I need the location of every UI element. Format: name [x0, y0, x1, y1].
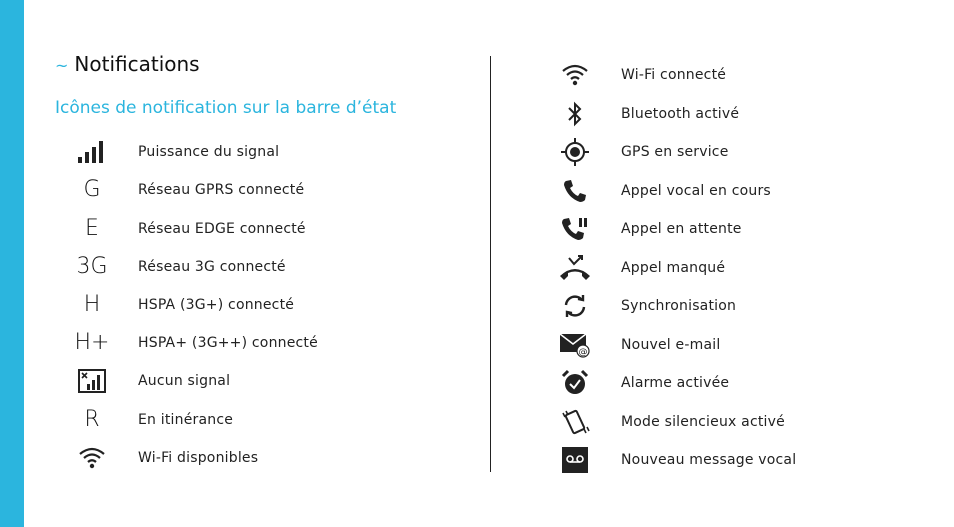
list-item-label: Réseau EDGE connecté	[138, 221, 306, 237]
list-item	[545, 60, 726, 90]
list-item	[545, 176, 771, 206]
new-email-icon	[545, 330, 605, 360]
list-item	[545, 291, 736, 321]
list-item-label: Synchronisation	[621, 298, 737, 314]
list-item-label: Nouvel e-mail	[621, 337, 721, 353]
list-item	[545, 330, 720, 360]
list-item-label: Wi-Fi connecté	[621, 67, 727, 83]
list-item	[545, 253, 725, 283]
silent-mode-icon	[545, 407, 605, 437]
hspa-icon: H	[83, 292, 101, 317]
list-item	[62, 175, 304, 205]
list-item	[62, 137, 279, 167]
list-item-label: Nouveau message vocal	[621, 452, 797, 468]
3g-icon: 3G	[76, 254, 108, 279]
list-item-label: Mode silencieux activé	[621, 414, 785, 430]
list-item-label: HSPA+ (3G++) connecté	[138, 335, 318, 351]
title-prefix: ~	[55, 56, 69, 75]
page-title	[55, 52, 200, 76]
list-item	[62, 290, 294, 320]
list-item	[62, 214, 306, 244]
wifi-available-icon	[62, 443, 122, 473]
bluetooth-icon	[545, 99, 605, 129]
svg-text:@: @	[578, 347, 588, 358]
list-item	[545, 407, 785, 437]
gprs-icon: G	[83, 177, 101, 202]
roaming-icon: R	[84, 407, 100, 432]
list-item-label: Appel vocal en cours	[621, 183, 771, 199]
list-item-label: Alarme activée	[621, 375, 730, 391]
list-item-label: Puissance du signal	[138, 144, 280, 160]
list-item	[545, 99, 739, 129]
phone-call-icon	[545, 176, 605, 206]
column-divider	[490, 56, 491, 472]
voicemail-icon	[545, 445, 605, 475]
call-hold-icon	[545, 214, 605, 244]
no-signal-icon	[62, 366, 122, 396]
list-item	[62, 443, 258, 473]
missed-call-icon	[545, 253, 605, 283]
list-item-label: Aucun signal	[138, 373, 231, 389]
title-text: Notifications	[74, 52, 200, 76]
list-item-label: Réseau GPRS connecté	[138, 182, 305, 198]
list-item	[545, 368, 729, 398]
list-item-label: HSPA (3G+) connecté	[138, 297, 295, 313]
sync-icon	[545, 291, 605, 321]
list-item-label: GPS en service	[621, 144, 729, 160]
list-item-label: Appel en attente	[621, 221, 742, 237]
accent-bar	[0, 0, 24, 527]
hspa-plus-icon: H+	[74, 330, 110, 355]
list-item	[62, 328, 318, 358]
section-subtitle: Icônes de notification sur la barre d’état	[55, 98, 397, 118]
signal-strength-icon	[62, 137, 122, 167]
list-item-label: Appel manqué	[621, 260, 726, 276]
list-item-label: Bluetooth activé	[621, 106, 740, 122]
list-item	[62, 405, 233, 435]
edge-icon: E	[85, 216, 99, 241]
alarm-icon	[545, 368, 605, 398]
list-item	[545, 445, 796, 475]
list-item	[545, 137, 729, 167]
list-item	[62, 252, 286, 282]
list-item-label: En itinérance	[138, 412, 234, 428]
list-item-label: Wi-Fi disponibles	[138, 450, 259, 466]
list-item	[62, 366, 230, 396]
list-item	[545, 214, 742, 244]
wifi-connected-icon	[545, 60, 605, 90]
list-item-label: Réseau 3G connecté	[138, 259, 286, 275]
gps-icon	[545, 137, 605, 167]
